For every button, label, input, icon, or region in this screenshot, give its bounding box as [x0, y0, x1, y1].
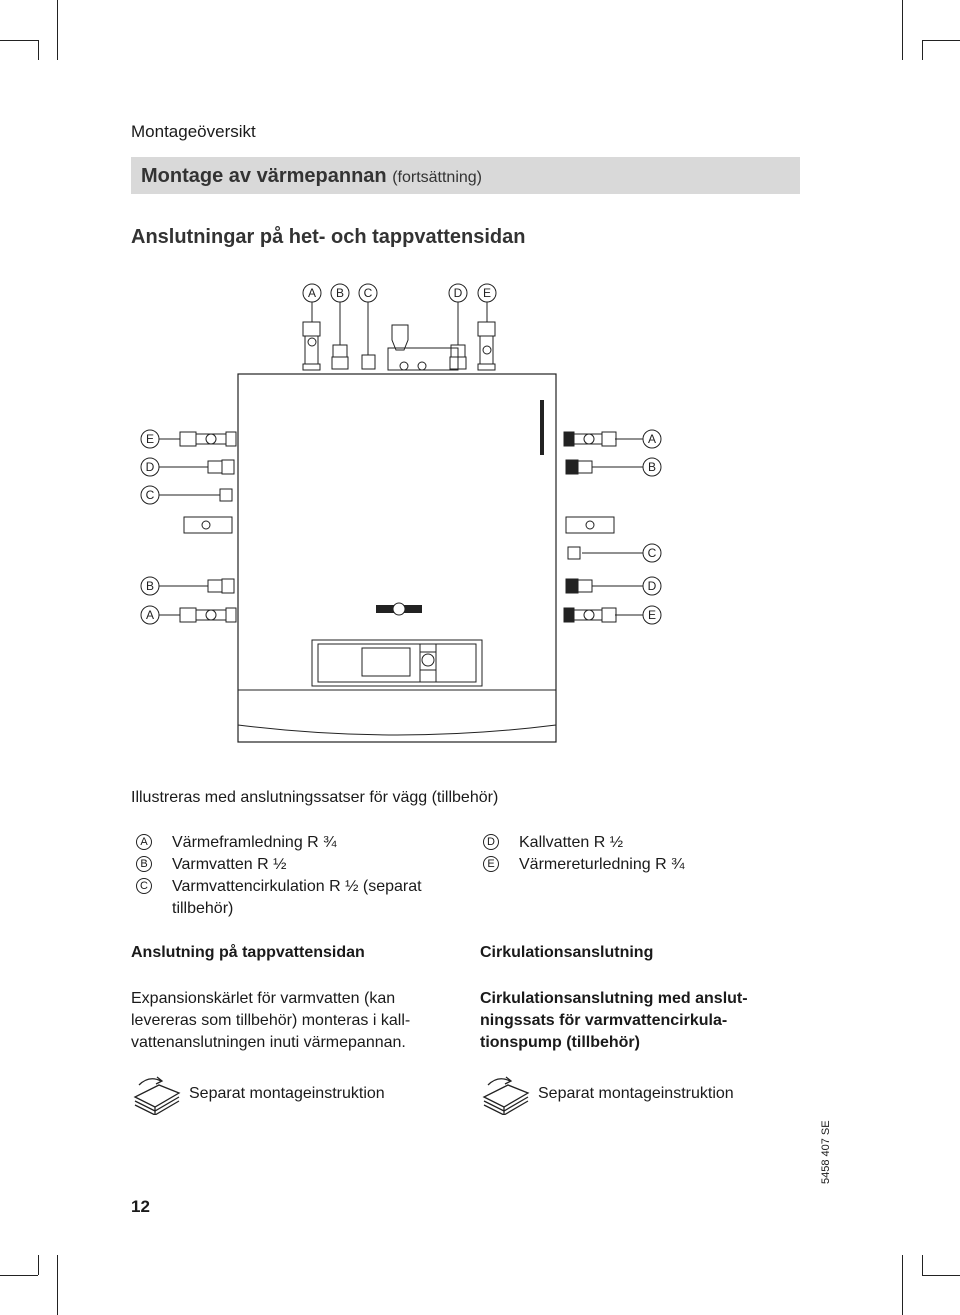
page-number: 12	[131, 1197, 150, 1216]
top-label: E	[482, 286, 492, 300]
document-number: 5458 407 SE	[820, 1120, 832, 1184]
separate-instruction-note	[480, 1073, 734, 1115]
legend-letter: B	[136, 856, 152, 872]
top-label: D	[453, 286, 463, 300]
instruction-book-icon	[131, 1073, 183, 1115]
tap-water-heading: Anslutning på tappvattensidan	[131, 944, 365, 961]
left-label: B	[145, 579, 155, 593]
legend-text: Värmereturledning R ¾	[519, 856, 685, 873]
right-label: D	[647, 579, 657, 593]
legend-item	[483, 832, 813, 854]
right-label: E	[647, 608, 657, 622]
top-label: C	[363, 286, 373, 300]
title-banner	[131, 157, 800, 194]
instruction-text: Separat montageinstruktion	[538, 1085, 734, 1102]
crop-mark	[922, 40, 923, 60]
crop-mark	[57, 1255, 58, 1315]
crop-mark	[922, 40, 960, 41]
right-label: C	[647, 546, 657, 560]
diagram-caption: Illustreras med anslutningssatser för vägg (tillbehör)	[131, 789, 499, 806]
section-title: Montageöversikt	[131, 122, 256, 141]
crop-mark	[902, 0, 903, 60]
top-fittings	[303, 322, 495, 370]
crop-mark	[922, 1275, 960, 1276]
text-line: vattenanslutningen inuti värmepannan.	[131, 1034, 406, 1051]
text-line: levereras som tillbehör) monteras i kall-	[131, 1012, 411, 1029]
page-title	[141, 165, 482, 188]
tap-water-text	[131, 988, 461, 1054]
left-label: C	[145, 488, 155, 502]
legend-text: Värmeframledning R ¾	[172, 834, 337, 851]
crop-mark	[38, 40, 39, 60]
text-line: ningssats för varmvattencirkula-	[480, 1012, 728, 1029]
text-line: Expansionskärlet för varmvatten (kan	[131, 990, 396, 1007]
crop-mark	[57, 0, 58, 60]
legend-letter: A	[136, 834, 152, 850]
right-label: B	[647, 460, 657, 474]
left-label: D	[145, 460, 155, 474]
text-line: Cirkulationsanslutning med anslut-	[480, 990, 748, 1007]
legend-item	[136, 854, 466, 876]
legend-item	[136, 876, 466, 920]
top-callouts	[303, 284, 496, 355]
legend-letter: C	[136, 878, 152, 894]
crop-mark	[902, 1255, 903, 1315]
separate-instruction-note	[131, 1073, 385, 1115]
left-label: A	[145, 608, 155, 622]
text-line: tionspump (tillbehör)	[480, 1034, 640, 1051]
legend-letter: E	[483, 856, 499, 872]
instruction-text: Separat montageinstruktion	[189, 1085, 385, 1102]
legend-right	[483, 832, 813, 876]
instruction-book-icon	[480, 1073, 532, 1115]
right-label: A	[647, 432, 657, 446]
top-label: A	[307, 286, 317, 300]
subheading: Anslutningar på het- och tappvattensidan	[131, 226, 526, 248]
legend-item	[483, 854, 813, 876]
legend-item	[136, 832, 466, 854]
legend-text: Varmvattencirkulation R ½ (separat tillbehör)	[172, 878, 422, 917]
legend-letter: D	[483, 834, 499, 850]
legend-left	[136, 832, 466, 920]
page-title-text: Montage av värmepannan	[141, 165, 387, 187]
left-label: E	[145, 432, 155, 446]
boiler-body	[238, 374, 556, 742]
crop-mark	[0, 1275, 38, 1276]
left-fittings	[180, 432, 236, 622]
boiler-connections-diagram	[120, 270, 820, 760]
top-label: B	[335, 286, 345, 300]
legend-text: Varmvatten R ½	[172, 856, 287, 873]
crop-mark	[38, 1255, 39, 1275]
legend-text: Kallvatten R ½	[519, 834, 624, 851]
page-title-suffix: (fortsättning)	[392, 169, 482, 186]
right-fittings	[564, 432, 616, 622]
circulation-text	[480, 988, 810, 1054]
circulation-heading: Cirkulationsanslutning	[480, 944, 654, 961]
crop-mark	[922, 1255, 923, 1275]
crop-mark	[0, 40, 38, 41]
